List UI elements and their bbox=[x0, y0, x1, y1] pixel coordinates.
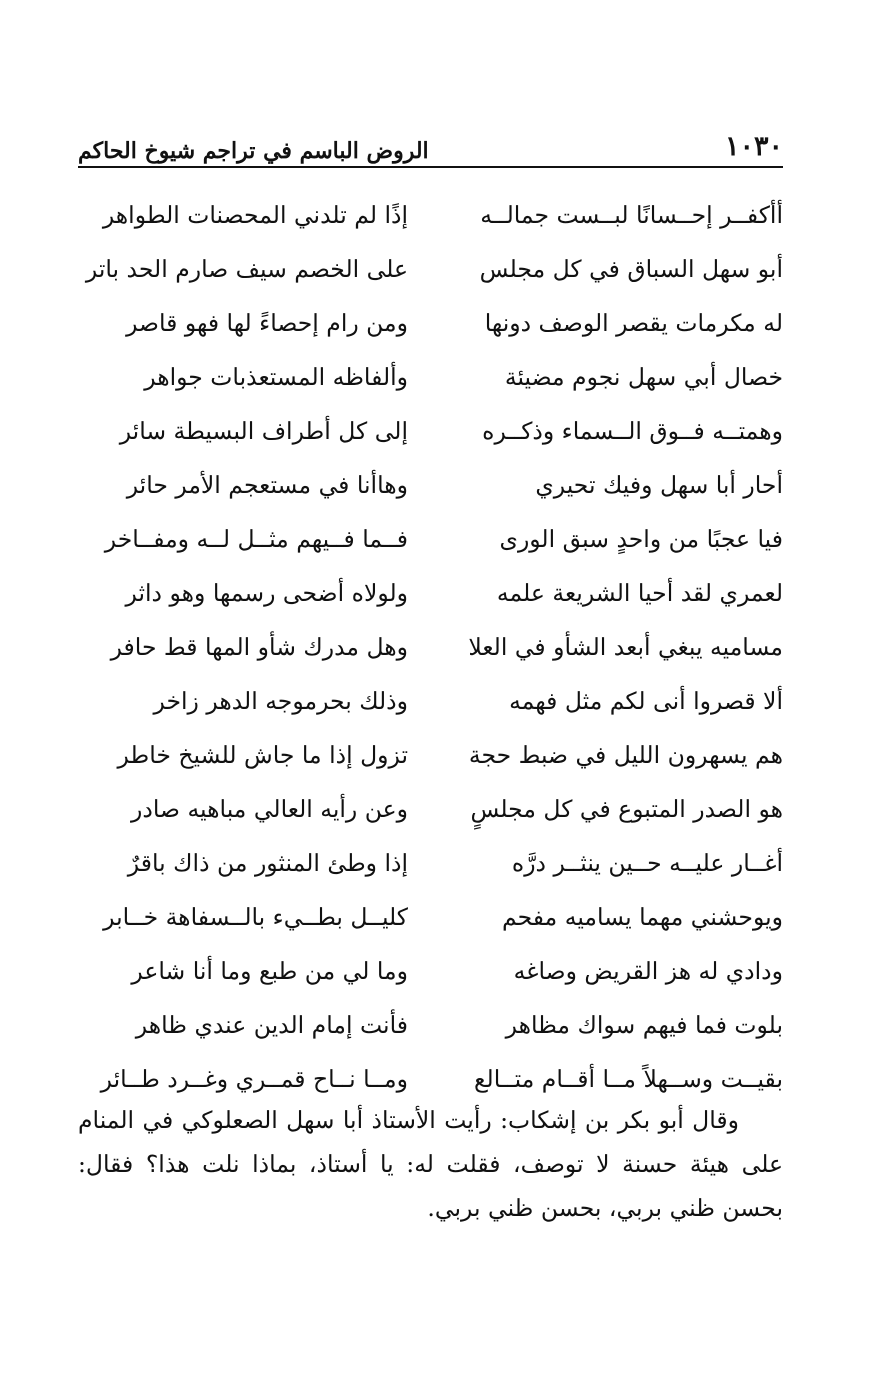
verse bbox=[78, 192, 783, 246]
verse-second-hemistich: فأنت إمام الدين عندي ظاهر bbox=[135, 1011, 408, 1039]
verse bbox=[78, 408, 783, 462]
verse-second-hemistich: ومــا نــاح قمــري وغــرد طــائر bbox=[100, 1065, 408, 1093]
verse-first-hemistich: بلوت فما فيهم سواك مظاهر bbox=[505, 1011, 783, 1039]
verse-second-hemistich: وعن رأيه العالي مباهيه صادر bbox=[131, 795, 408, 823]
verse-second-hemistich: وألفاظه المستعذبات جواهر bbox=[144, 363, 408, 391]
verse-second-hemistich: ومن رام إحصاءً لها فهو قاصر bbox=[126, 309, 408, 337]
verse-second-hemistich: وهل مدرك شأو المها قط حافر bbox=[110, 633, 408, 661]
verse-second-hemistich: إلى كل أطراف البسيطة سائر bbox=[119, 417, 408, 445]
verse-second-hemistich: وما لي من طبع وما أنا شاعر bbox=[131, 957, 408, 985]
verse bbox=[78, 948, 783, 1002]
verse-first-hemistich: ألا قصروا أنى لكم مثل فهمه bbox=[509, 687, 783, 715]
verse-first-hemistich: أبو سهل السباق في كل مجلس bbox=[479, 255, 783, 283]
verse-first-hemistich: هم يسهرون الليل في ضبط حجة bbox=[468, 741, 783, 769]
verse bbox=[78, 300, 783, 354]
verse-second-hemistich: تزول إذا ما جاش للشيخ خاطر bbox=[117, 741, 408, 769]
verse-first-hemistich: له مكرمات يقصر الوصف دونها bbox=[484, 309, 783, 337]
page-number: ١٠٣٠ bbox=[724, 131, 783, 162]
verse-first-hemistich: وهمتــه فــوق الــسماء وذكــره bbox=[482, 417, 783, 445]
verse bbox=[78, 462, 783, 516]
prose-paragraph: وقال أبو بكر بن إشكاب: رأيت الأستاذ أبا سهل الصعلوكي في المنام على هيئة حسنة لا توصف، فقلت له: يا أستاذ، بماذا نلت هذا؟ فقال: بحسن ظني بربي، بحسن ظني بربي. bbox=[78, 1105, 783, 1222]
verse-second-hemistich: إذا وطئ المنثور من ذاك باقرٌ bbox=[127, 849, 408, 877]
verse bbox=[78, 624, 783, 678]
verse-first-hemistich: لعمري لقد أحيا الشريعة علمه bbox=[496, 579, 783, 607]
verse-second-hemistich: فــما فــيهم مثــل لــه ومفــاخر bbox=[104, 525, 408, 553]
page-header bbox=[78, 128, 783, 168]
verse-first-hemistich: ويوحشني مهما يساميه مفحم bbox=[501, 903, 783, 931]
verse-first-hemistich: أحار أبا سهل وفيك تحيري bbox=[535, 471, 783, 499]
verse-first-hemistich: هو الصدر المتبوع في كل مجلسٍ bbox=[470, 795, 783, 823]
verse bbox=[78, 570, 783, 624]
running-title: الروض الباسم في تراجم شيوخ الحاكم bbox=[78, 138, 429, 164]
verse-second-hemistich: كليــل بطــيء بالــسفاهة خــابر bbox=[103, 903, 408, 931]
verse-first-hemistich: أأكفــر إحــسانًا لبــست جمالــه bbox=[480, 201, 783, 229]
header-rule bbox=[78, 166, 783, 168]
verse-second-hemistich: إذًا لم تلدني المحصنات الطواهر bbox=[102, 201, 408, 229]
poem bbox=[78, 192, 783, 1110]
verse bbox=[78, 678, 783, 732]
verse bbox=[78, 354, 783, 408]
verse bbox=[78, 1002, 783, 1056]
verse bbox=[78, 840, 783, 894]
verse-first-hemistich: فيا عجبًا من واحدٍ سبق الورى bbox=[499, 525, 783, 553]
verse-second-hemistich: على الخصم سيف صارم الحد باتر bbox=[85, 255, 408, 283]
verse-first-hemistich: خصال أبي سهل نجوم مضيئة bbox=[504, 363, 783, 391]
verse-first-hemistich: بقيــت وســهلاً مــا أقــام متــالع bbox=[474, 1065, 783, 1093]
verse-second-hemistich: ولولاه أضحى رسمها وهو داثر bbox=[125, 579, 408, 607]
verse bbox=[78, 732, 783, 786]
verse bbox=[78, 246, 783, 300]
verse-first-hemistich: مساميه يبغي أبعد الشأو في العلا bbox=[468, 633, 783, 661]
verse bbox=[78, 894, 783, 948]
verse-first-hemistich: أغــار عليــه حــين ينثــر درَّه bbox=[511, 849, 783, 877]
verse bbox=[78, 516, 783, 570]
verse-second-hemistich: وهاأنا في مستعجم الأمر حائر bbox=[126, 471, 408, 499]
verse-second-hemistich: وذلك بحرموجه الدهر زاخر bbox=[153, 687, 408, 715]
verse bbox=[78, 786, 783, 840]
verse-first-hemistich: ودادي له هز القريض وصاغه bbox=[513, 957, 783, 985]
